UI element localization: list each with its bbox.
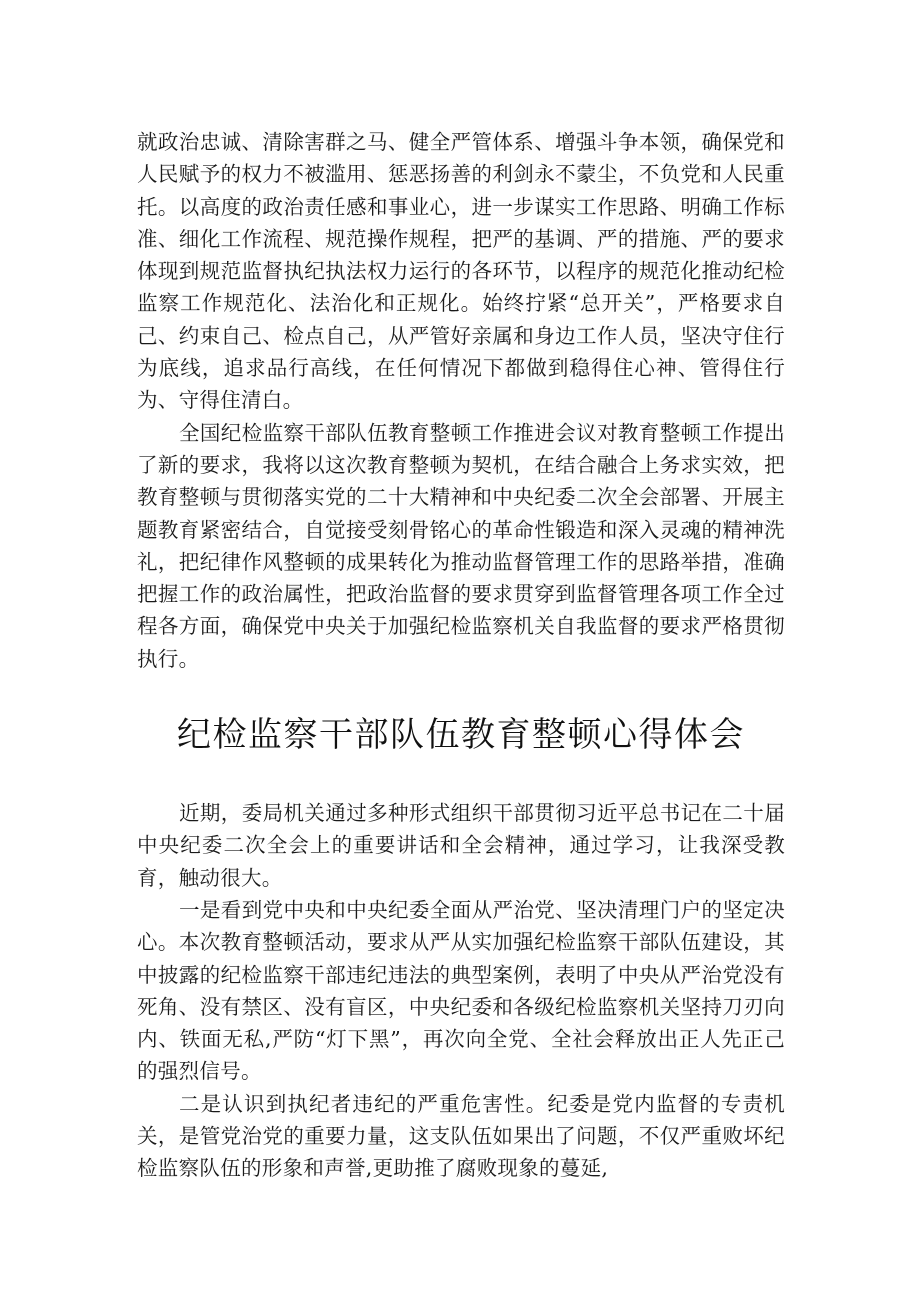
section-title: 纪检监察干部队伍教育整顿心得体会	[177, 715, 745, 756]
paragraph: 二是认识到执纪者违纪的严重危害性。纪委是党内监督的专责机关，是管党治党的重要力量，这支队伍如果出了问题，不仅严重败坏纪检监察队伍的形象和声誉,更助推了腐败现象的蔓延,	[137, 1091, 785, 1181]
paragraph: 近期，委局机关通过多种形式组织干部贯彻习近平总书记在二十届中央纪委二次全会上的重要讲话和全会精神，通过学习，让我深受教育，触动很大。	[137, 801, 785, 890]
paragraph-continuation: 就政治忠诚、清除害群之马、健全严管体系、增强斗争本领，确保党和人民赋予的权力不被滥用、惩恶扬善的利剑永不蒙尘，不负党和人民重托。以高度的政治责任感和事业心，进一步谋实工作思路、明确工作标准、细化工作流程、规范操作规程，把严的基调、严的措施、严的要求体现到规范监督执纪执法权力运行的各环节，以程序的规范化推动纪检监察工作规范化、法治化和正规化。始终拧紧“总开关”，严格要求自己、约束自己、检点自己，从严管好亲属和身边工作人员，坚决守住行为底线，追求品行高线，在任何情况下都做到稳得住心神、管得住行为、守得住清白。	[137, 130, 785, 413]
paragraph: 一是看到党中央和中央纪委全面从严治党、坚决清理门户的坚定决心。本次教育整顿活动，要求从严从实加强纪检监察干部队伍建设，其中披露的纪检监察干部违纪违法的典型案例，表明了中央从严治党没有死角、没有禁区、没有盲区，中央纪委和各级纪检监察机关坚持刀刃向内、铁面无私,严防“灯下黑”，再次向全党、全社会释放出正人先正己的强烈信号。	[137, 897, 785, 1084]
document-body	[137, 126, 785, 1185]
paragraph: 全国纪检监察干部队伍教育整顿工作推进会议对教育整顿工作提出了新的要求，我将以这次教育整顿为契机，在结合融合上务求实效，把教育整顿与贯彻落实党的二十大精神和中央纪委二次全会部署、开展主题教育紧密结合，自觉接受刻骨铭心的革命性锻造和深入灵魂的精神洗礼，把纪律作风整顿的成果转化为推动监督管理工作的思路举措，准确把握工作的政治属性，把政治监督的要求贯穿到监督管理各项工作全过程各方面，确保党中央关于加强纪检监察机关自我监督的要求严格贯彻执行。	[137, 420, 785, 671]
